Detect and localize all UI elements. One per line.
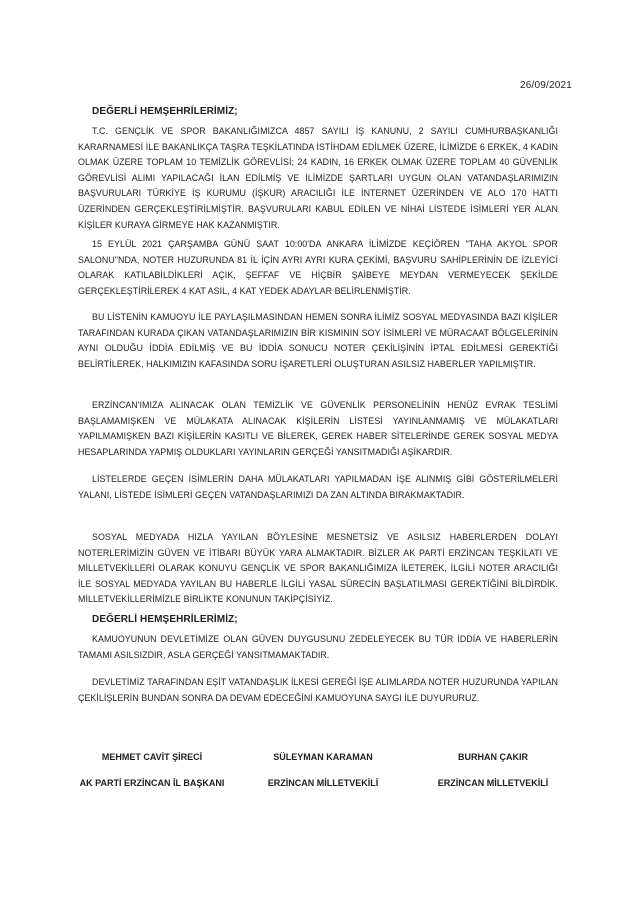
signature-title-2: ERZİNCAN MİLLETVEKİLİ (267, 778, 379, 788)
paragraph-5: LİSTELERDE GEÇEN İSİMLERİN DAHA MÜLAKATLARI YAPILMADAN İŞE ALINMIŞ GİBİ GÖSTERİLMELERİ YALANI, LİSTEDE İSİMLERİ GEÇEN VATANDAŞLARIMIZI DA ZAN ALTINDA BIRAKMAKTADIR. (78, 474, 558, 500)
paragraph-3: BU LİSTENİN KAMUOYU İLE PAYLAŞILMASINDAN HEMEN SONRA İLİMİZ SOSYAL MEDYASINDA BAZI KİŞİLER TARAFINDAN KURADA ÇIKAN VATANDAŞLARIMIZIN BİR KISMININ SOY İSİMLERİ VE MÜRACAAT BÖLGELERİNİN AYNI OLDUĞU İDDİA EDİLMİŞ VE BU İDDİA SONUCU NOTER ÇEKİLİŞİNİN İPTAL EDİLMESİ GEREKTİĞİ BELİRTİLEREK, HALKIMIZIN KAFASINDA SORU İŞARETLERİ OLUŞTURAN ASILSIZ HABERLER YAPILMIŞTIR. (78, 312, 558, 369)
paragraph-8: DEVLETİMİZ TARAFINDAN EŞİT VATANDAŞLIK İLKESİ GEREĞİ İŞE ALIMLARDA NOTER HUZURUNDA YAPILAN ÇEKİLİŞLERİN BUNDAN SONRA DA DEVAM EDECEĞİNİ KAMUOYUNA SAYGI İLE DUYURURUZ. (78, 677, 558, 703)
signature-title-3: ERZİNCAN MİLLETVEKİLİ (437, 778, 549, 788)
signature-name-3: BURHAN ÇAKIR (458, 752, 528, 762)
signature-title-1: AK PARTİ ERZİNCAN İL BAŞKANI (79, 778, 225, 788)
salutation-opening: DEĞERLİ HEMŞEHRİLERİMİZ; (92, 106, 238, 117)
document-date: 26/09/2021 (519, 80, 572, 91)
paragraph-2: 15 EYLÜL 2021 ÇARŞAMBA GÜNÜ SAAT 10:00'DA ANKARA İLİMİZDE KEÇİÖREN "TAHA AKYOL SPOR SALONU"NDA, NOTER HUZURUNDA 81 İL İÇİN AYRI AYRI KURA ÇEKİMİ, BAŞVURU SAHİPLERİNİN DE İZLEYİCİ OLARAK KATILABİLDİKLERİ AÇIK, ŞEFFAF VE HİÇBİR ŞAİBEYE MEYDAN VERMEYECEK ŞEKİLDE GERÇEKLEŞTİRİLEREK 4 KAT ASIL, 4 KAT YEDEK ADAYLAR BELİRLENMİŞTİR. (78, 239, 558, 296)
signature-name-2: SÜLEYMAN KARAMAN (273, 752, 373, 762)
paragraph-4: ERZİNCAN'IMIZA ALINACAK OLAN TEMİZLİK VE GÜVENLİK PERSONELİNİN HENÜZ EVRAK TESLİMİ BAŞLAMAMIŞKEN VE MÜLAKATA ALINACAK KİŞİLERİN LİSTESİ YAYINLANMAMIŞ VE MÜLAKATLARI YAPILMAMIŞKEN BAZI KİŞİLERİN KASITLI VE BİLEREK, GEREK HABER SİTELERİNDE GEREK SOSYAL MEDYA HESAPLARINDA YAPMIŞ OLDUKLARI YAYINLARIN GERÇEĞİ YANSITMADIĞI AŞİKARDIR. (78, 400, 558, 457)
salutation-closing: DEĞERLİ HEMŞEHRİLERİMİZ; (92, 614, 238, 625)
paragraph-6: SOSYAL MEDYADA HIZLA YAYILAN BÖYLESİNE MESNETSİZ VE ASILSIZ HABERLERDEN DOLAYI NOTERLERİMİZİN GÜVEN VE İTİBARI BÜYÜK YARA ALMAKTADIR. BİZLER AK PARTİ ERZİNCAN TEŞKİLATI VE MİLLETVEKİLLERİ OLARAK KONUYU GENÇLİK VE SPOR BAKANLIĞIMIZA İLETEREK, İLGİLİ NOTER ARACILIĞI İLE SOSYAL MEDYADA YAYILAN BU HABERLE İLGİLİ YASAL SÜRECİN BAŞLATILMASI GEREKTİĞİNİ BİLDİRDİK. MİLLETVEKİLLERİMİZLE BİRLİKTE KONUNUN TAKİPÇİSİYİZ. (78, 532, 558, 605)
paragraph-7: KAMUOYUNUN DEVLETİMİZE OLAN GÜVEN DUYGUSUNU ZEDELEYECEK BU TÜR İDDİA VE HABERLERİN TAMAMI ASILSIZDIR, ASLA GERÇEĞİ YANSITMAMAKTADIR. (78, 634, 558, 660)
paragraph-1: T.C. GENÇLİK VE SPOR BAKANLIĞIMIZCA 4857 SAYILI İŞ KANUNU, 2 SAYILI CUMHURBAŞKANLIĞI KARARNAMESİ İLE BAKANLIKÇA TAŞRA TEŞKİLATINDA İSTİHDAM EDİLMEK ÜZERE, İLİMİZDE 6 ERKEK, 4 KADIN OLMAK ÜZERE TOPLAM 10 TEMİZLİK GÖREVLİSİ; 24 KADIN, 16 ERKEK OLMAK ÜZERE TOPLAM 40 GÜVENLİK GÖREVLİSİ ALIMI YAPILACAĞI İLAN EDİLMİŞ VE İLİMİZDE ŞARTLARI UYGUN OLAN VATANDAŞLARIMIZIN BAŞVURULARI TÜRKİYE İŞ KURUMU (İŞKUR) ARACILIĞI İLE İNTERNET ÜZERİNDEN VE ALO 170 HATTI ÜZERİNDEN GERÇEKLEŞTİRİLMİŞTİR. BAŞVURULARI KABUL EDİLEN VE NİHAİ LİSTEDE İSİMLERİ YER ALAN KİŞİLER KURAYA GİRMEYE HAK KAZANMIŞTIR. (78, 126, 558, 230)
signature-name-1: MEHMET CAVİT ŞİRECİ (101, 752, 203, 762)
